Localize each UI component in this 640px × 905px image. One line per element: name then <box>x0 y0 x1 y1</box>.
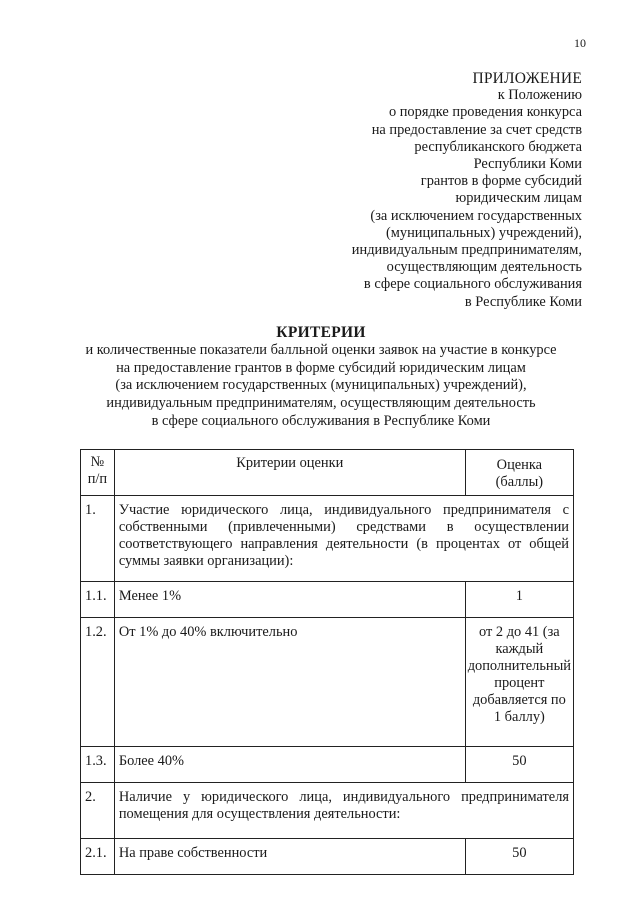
appendix-line: индивидуальным предпринимателям, <box>351 242 582 259</box>
header-score <box>465 450 573 496</box>
appendix-block <box>262 70 582 311</box>
criteria-subtitle-line: и количественные показатели балльной оценки заявок на участие в конкурсе <box>85 341 557 358</box>
appendix-line: в Республике Коми <box>464 293 582 310</box>
row-criteria: На праве собственности <box>114 839 465 875</box>
header-num-line: п/п <box>87 471 108 487</box>
appendix-line: на предоставление за счет средств <box>371 121 582 138</box>
row-num: 1.3. <box>81 747 115 783</box>
criteria-table <box>80 449 574 875</box>
header-criteria: Критерии оценки <box>114 450 465 496</box>
table-row <box>81 618 574 747</box>
appendix-line: юридическим лицам <box>455 190 582 207</box>
row-criteria: Более 40% <box>114 747 465 783</box>
appendix-line: (муниципальных) учреждений), <box>386 224 582 241</box>
row-score: 50 <box>465 747 573 783</box>
appendix-title: ПРИЛОЖЕНИЕ <box>472 70 582 87</box>
appendix-line: о порядке проведения конкурса <box>388 104 582 121</box>
appendix-line: республиканского бюджета <box>414 138 582 155</box>
criteria-subtitle-line: (за исключением государственных (муниципальных) учреждений), <box>115 377 527 394</box>
appendix-line: Республики Коми <box>473 156 582 173</box>
table-row <box>81 496 574 582</box>
criteria-heading <box>60 324 582 431</box>
row-num: 1.2. <box>81 618 115 747</box>
appendix-line: к Положению <box>497 87 582 104</box>
table-row <box>81 747 574 783</box>
header-num <box>81 450 115 496</box>
criteria-title: КРИТЕРИИ <box>276 324 366 341</box>
appendix-line: осуществляющим деятельность <box>386 259 582 276</box>
header-score-line: Оценка <box>496 457 543 473</box>
row-criteria: От 1% до 40% включительно <box>114 618 465 747</box>
row-criteria: Наличие у юридического лица, индивидуального предпринимателя помещения для осуществления деятельности: <box>114 783 573 839</box>
criteria-subtitle-line: в сфере социального обслуживания в Республике Коми <box>151 412 491 429</box>
row-criteria: Участие юридического лица, индивидуального предпринимателя с собственными (привлеченными) средствами в осуществлении соответствующего направления деятельности (в процентах от общей суммы заявки организации): <box>114 496 573 582</box>
table-header-row <box>81 450 574 496</box>
criteria-subtitle-line: на предоставление грантов в форме субсидий юридическим лицам <box>116 359 526 376</box>
row-criteria: Менее 1% <box>114 582 465 618</box>
row-num: 2.1. <box>81 839 115 875</box>
appendix-line: (за исключением государственных <box>370 207 582 224</box>
table-row <box>81 783 574 839</box>
page-number: 10 <box>574 36 586 50</box>
row-score: 50 <box>465 839 573 875</box>
row-num: 1.1. <box>81 582 115 618</box>
appendix-line: грантов в форме субсидий <box>420 173 582 190</box>
header-score-line: (баллы) <box>495 474 544 490</box>
row-score: 1 <box>465 582 573 618</box>
table-row <box>81 839 574 875</box>
header-num-line: № <box>90 454 105 470</box>
row-num: 1. <box>81 496 115 582</box>
row-num: 2. <box>81 783 115 839</box>
appendix-line: в сфере социального обслуживания <box>363 276 582 293</box>
criteria-subtitle-line: индивидуальным предпринимателям, осуществляющим деятельность <box>106 395 536 412</box>
row-score: от 2 до 41 (за каждый дополнительный процент добавляется по 1 баллу) <box>465 618 573 747</box>
table-row <box>81 582 574 618</box>
